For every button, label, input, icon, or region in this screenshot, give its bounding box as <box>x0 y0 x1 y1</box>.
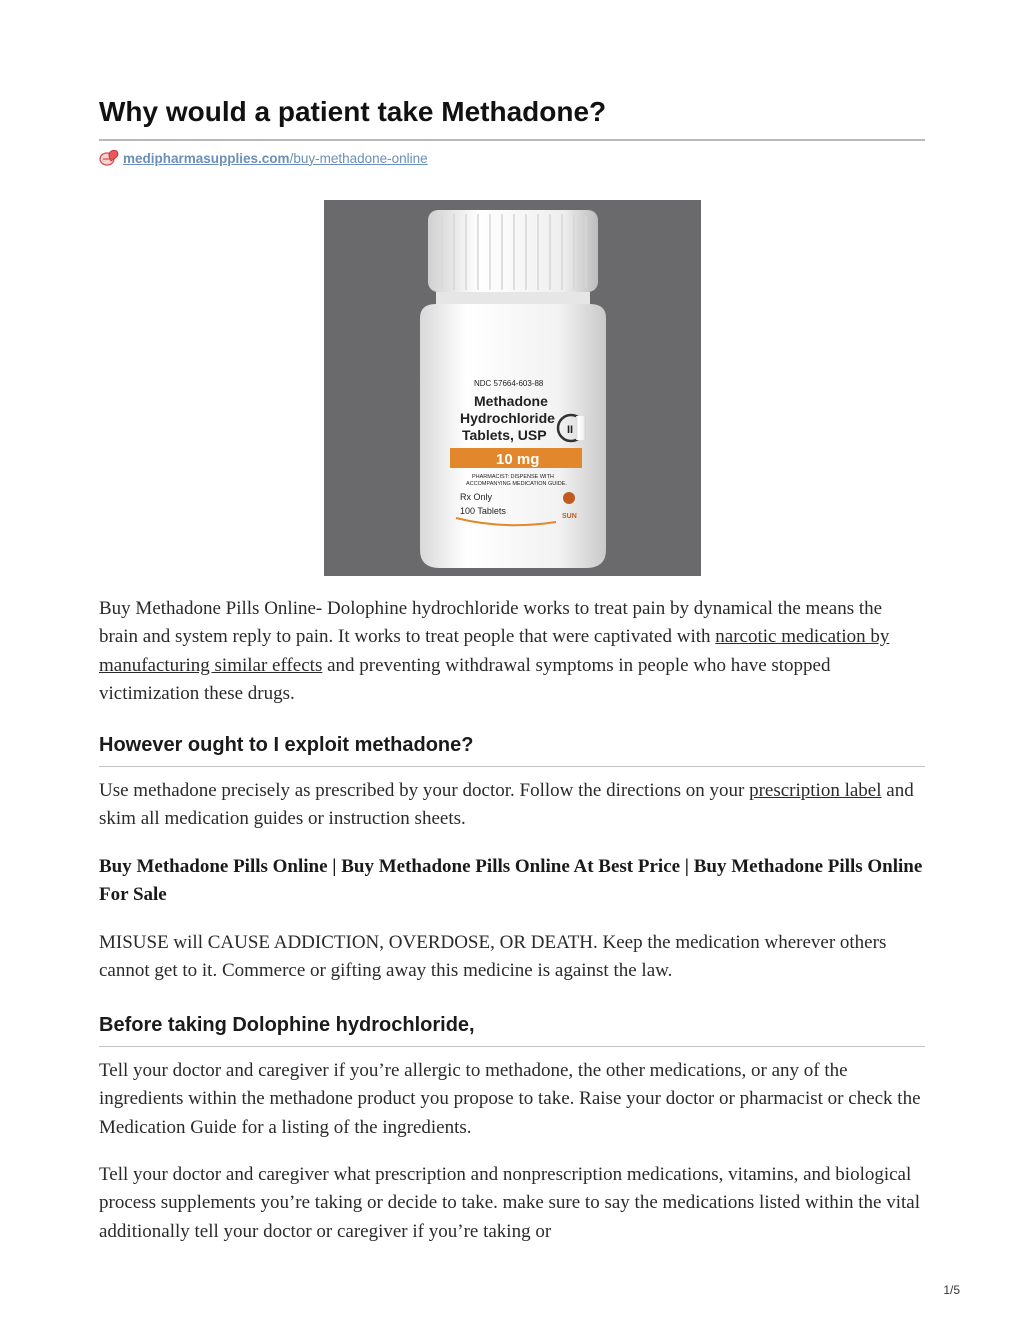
medications-paragraph: Tell your doctor and caregiver what prescription and nonprescription medications, vitamins, and biological process supplements you’re taking or decide to take. make sure to say the medications listed within the vital additionally tell your doctor or caregiver if you’re taking or <box>99 1164 921 1242</box>
label-schedule: II <box>567 424 574 436</box>
intro-text-after: and preventing withdrawal symptoms in people who have stopped victimization these drugs. <box>99 654 831 704</box>
section-heading-before-taking: Before taking Dolophine hydrochloride, <box>99 1014 475 1036</box>
label-rx: Rx Only <box>460 492 493 502</box>
intro-text-before: Buy Methadone Pills Online- Dolophine hydrochloride works to treat pain by dynamical the means the brain and system reply to pain. It works to treat people that were captivated with <box>99 598 883 648</box>
medicine-bottle-image <box>324 200 701 576</box>
narcotic-medication-link[interactable]: narcotic medication by manufacturing similar effects <box>99 626 890 676</box>
section-divider-before-taking <box>99 1046 925 1047</box>
section-heading-usage: However ought to I exploit methadone? <box>99 734 474 756</box>
label-name-line2: Hydrochloride <box>460 410 555 426</box>
label-count: 100 Tablets <box>460 506 506 516</box>
label-strength: 10 mg <box>496 451 540 468</box>
usage-paragraph <box>99 777 925 834</box>
medicine-bottle-icon <box>324 200 701 576</box>
source-url[interactable] <box>99 148 428 168</box>
intro-paragraph <box>99 595 925 708</box>
label-name-line3: Tablets, USP <box>462 427 547 443</box>
buy-pills-bold-line: Buy Methadone Pills Online | Buy Methadone Pills Online At Best Price | Buy Methadone Pills Online For Sale <box>99 856 923 906</box>
source-path: /buy-methadone-online <box>289 150 428 166</box>
page-title: Why would a patient take Methadone? <box>99 96 607 127</box>
misuse-warning-paragraph: MISUSE will CAUSE ADDICTION, OVERDOSE, OR DEATH. Keep the medication wherever others cannot get to it. Commerce or gifting away this medicine is against the law. <box>99 932 887 982</box>
pharmacy-logo-icon <box>99 149 120 167</box>
label-ndc: NDC 57664-603-88 <box>474 379 544 388</box>
prescription-label-link[interactable]: prescription label <box>749 780 882 801</box>
label-pharmacist-line1: PHARMACIST: DISPENSE WITH <box>472 474 554 480</box>
source-link[interactable] <box>123 151 428 166</box>
title-divider <box>99 139 925 141</box>
usage-text-before: Use methadone precisely as prescribed by your doctor. Follow the directions on your <box>99 780 750 801</box>
allergy-paragraph: Tell your doctor and caregiver if you’re allergic to methadone, the other medications, or any of the ingredients within the methadone product you propose to take. Raise your doctor or pharmacist or check the Medication Guide for a listing of the ingredients. <box>99 1060 921 1138</box>
label-pharmacist-line2: ACCOMPANYING MEDICATION GUIDE. <box>466 481 567 487</box>
label-name-line1: Methadone <box>474 393 548 409</box>
source-domain: medipharmasupplies.com <box>123 150 290 166</box>
label-maker: SUN <box>562 513 577 520</box>
page-number: 1/5 <box>943 1283 960 1297</box>
usage-text-after: and skim all medication guides or instruction sheets. <box>99 780 914 830</box>
section-divider-usage <box>99 766 925 767</box>
